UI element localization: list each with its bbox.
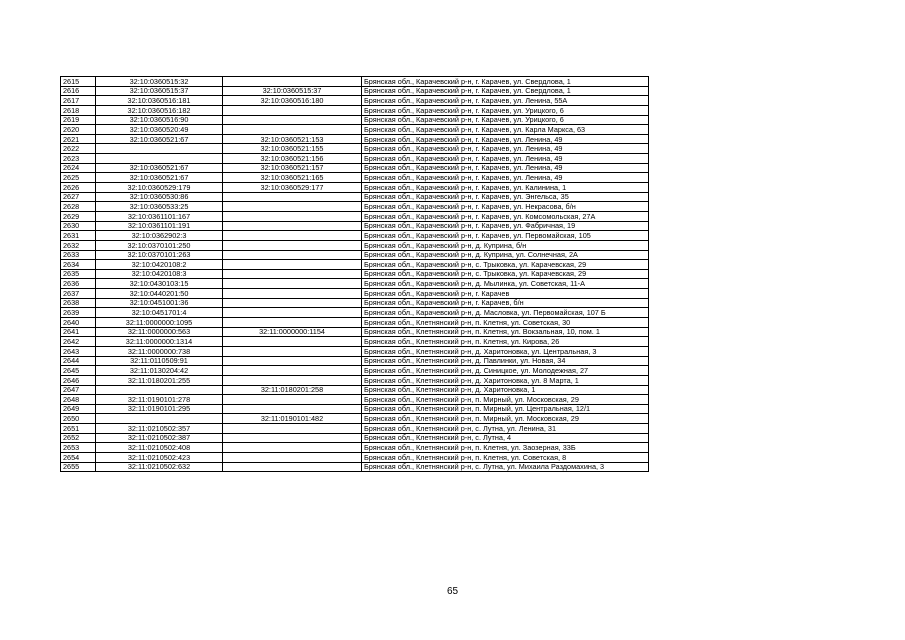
- row-number-cell: 2628: [61, 202, 96, 212]
- row-number-cell: 2652: [61, 433, 96, 443]
- related-cadastral-number-cell: [223, 452, 362, 462]
- related-cadastral-number-cell: [223, 125, 362, 135]
- address-cell: Брянская обл., Карачевский р-н, г. Карачев, ул. Ленина, 49: [362, 154, 649, 164]
- address-cell: Брянская обл., Карачевский р-н, г. Карачев, ул. Урицкого, 6: [362, 105, 649, 115]
- row-number-cell: 2649: [61, 404, 96, 414]
- table-row: [61, 96, 649, 106]
- related-cadastral-number-cell: [223, 115, 362, 125]
- cadastral-number-cell: 32:11:0110509:91: [96, 356, 223, 366]
- related-cadastral-number-cell: [223, 366, 362, 376]
- row-number-cell: 2618: [61, 105, 96, 115]
- row-number-cell: 2631: [61, 231, 96, 241]
- related-cadastral-number-cell: [223, 346, 362, 356]
- table-row: [61, 183, 649, 193]
- related-cadastral-number-cell: [223, 260, 362, 270]
- related-cadastral-number-cell: [223, 240, 362, 250]
- address-cell: Брянская обл., Клетнянский р-н, п. Мирный, ул. Московская, 29: [362, 395, 649, 405]
- related-cadastral-number-cell: [223, 231, 362, 241]
- row-number-cell: 2615: [61, 77, 96, 87]
- address-cell: Брянская обл., Клетнянский р-н, д. Павлинки, ул. Новая, 34: [362, 356, 649, 366]
- table-body: [61, 77, 649, 472]
- address-cell: Брянская обл., Клетнянский р-н, с. Лутна, ул. Михаила Раздомахина, 3: [362, 462, 649, 472]
- cadastral-number-cell: 32:10:0360515:32: [96, 77, 223, 87]
- cadastral-number-cell: 32:11:0210502:423: [96, 452, 223, 462]
- row-number-cell: 2648: [61, 395, 96, 405]
- related-cadastral-number-cell: 32:11:0190101:482: [223, 414, 362, 424]
- address-cell: Брянская обл., Карачевский р-н, г. Карачев, ул. Свердлова, 1: [362, 77, 649, 87]
- table-row: [61, 105, 649, 115]
- row-number-cell: 2651: [61, 424, 96, 434]
- row-number-cell: 2647: [61, 385, 96, 395]
- address-cell: Брянская обл., Карачевский р-н, д. Масловка, ул. Первомайская, 107 Б: [362, 308, 649, 318]
- row-number-cell: 2644: [61, 356, 96, 366]
- table-row: [61, 269, 649, 279]
- address-cell: Брянская обл., Карачевский р-н, г. Карачев, ул. Ленина, 49: [362, 163, 649, 173]
- cadastral-number-cell: 32:10:0451001:36: [96, 298, 223, 308]
- table-row: [61, 414, 649, 424]
- row-number-cell: 2630: [61, 221, 96, 231]
- row-number-cell: 2625: [61, 173, 96, 183]
- address-cell: Брянская обл., Карачевский р-н, г. Карачев, ул. Ленина, 55А: [362, 96, 649, 106]
- address-cell: Брянская обл., Карачевский р-н, г. Карачев, ул. Энгельса, 35: [362, 192, 649, 202]
- cadastral-number-cell: 32:10:0360521:67: [96, 173, 223, 183]
- address-cell: Брянская обл., Карачевский р-н, с. Трыковка, ул. Карачевская, 29: [362, 269, 649, 279]
- table-row: [61, 424, 649, 434]
- cadastral-number-cell: [96, 414, 223, 424]
- table-row: [61, 279, 649, 289]
- cadastral-number-cell: [96, 144, 223, 154]
- related-cadastral-number-cell: [223, 105, 362, 115]
- related-cadastral-number-cell: [223, 356, 362, 366]
- address-cell: Брянская обл., Карачевский р-н, г. Карачев, ул. Урицкого, 6: [362, 115, 649, 125]
- cadastral-number-cell: 32:10:0360516:181: [96, 96, 223, 106]
- row-number-cell: 2653: [61, 443, 96, 453]
- table-row: [61, 144, 649, 154]
- row-number-cell: 2632: [61, 240, 96, 250]
- address-cell: Брянская обл., Карачевский р-н, г. Карачев, ул. Ленина, 49: [362, 144, 649, 154]
- table-row: [61, 240, 649, 250]
- table-row: [61, 385, 649, 395]
- row-number-cell: 2645: [61, 366, 96, 376]
- cadastral-number-cell: 32:11:0190101:295: [96, 404, 223, 414]
- related-cadastral-number-cell: [223, 462, 362, 472]
- cadastral-number-cell: 32:10:0360530:86: [96, 192, 223, 202]
- address-cell: Брянская обл., Карачевский р-н, г. Карачев, ул. Ленина, 49: [362, 134, 649, 144]
- row-number-cell: 2641: [61, 327, 96, 337]
- cadastral-number-cell: 32:10:0360520:49: [96, 125, 223, 135]
- table-row: [61, 375, 649, 385]
- row-number-cell: 2635: [61, 269, 96, 279]
- cadastral-number-cell: 32:10:0360515:37: [96, 86, 223, 96]
- cadastral-number-cell: [96, 385, 223, 395]
- cadastral-number-cell: 32:10:0370101:263: [96, 250, 223, 260]
- related-cadastral-number-cell: [223, 202, 362, 212]
- address-cell: Брянская обл., Карачевский р-н, д. Куприна, ул. Солнечная, 2А: [362, 250, 649, 260]
- cadastral-number-cell: 32:11:0210502:387: [96, 433, 223, 443]
- table-row: [61, 327, 649, 337]
- row-number-cell: 2637: [61, 289, 96, 299]
- cadastral-number-cell: 32:11:0210502:632: [96, 462, 223, 472]
- table-row: [61, 298, 649, 308]
- address-cell: Брянская обл., Клетнянский р-н, п. Клетня, ул. Советская, 30: [362, 318, 649, 328]
- address-cell: Брянская обл., Карачевский р-н, д. Мылинка, ул. Советская, 11-А: [362, 279, 649, 289]
- table-row: [61, 395, 649, 405]
- address-cell: Брянская обл., Клетнянский р-н, п. Клетня, ул. Советская, 8: [362, 452, 649, 462]
- cadastral-number-cell: 32:10:0360521:67: [96, 134, 223, 144]
- cadastral-number-cell: 32:10:0361101:167: [96, 211, 223, 221]
- related-cadastral-number-cell: [223, 289, 362, 299]
- table-row: [61, 433, 649, 443]
- table-row: [61, 452, 649, 462]
- cadastral-number-cell: 32:10:0360521:67: [96, 163, 223, 173]
- related-cadastral-number-cell: [223, 433, 362, 443]
- table-row: [61, 202, 649, 212]
- related-cadastral-number-cell: [223, 443, 362, 453]
- related-cadastral-number-cell: 32:10:0360521:155: [223, 144, 362, 154]
- row-number-cell: 2622: [61, 144, 96, 154]
- table-row: [61, 77, 649, 87]
- cadastral-table: [60, 76, 649, 472]
- row-number-cell: 2655: [61, 462, 96, 472]
- table-row: [61, 443, 649, 453]
- related-cadastral-number-cell: [223, 250, 362, 260]
- address-cell: Брянская обл., Карачевский р-н, г. Карачев, ул. Некрасова, б/н: [362, 202, 649, 212]
- address-cell: Брянская обл., Клетнянский р-н, п. Мирный, ул. Центральная, 12/1: [362, 404, 649, 414]
- related-cadastral-number-cell: [223, 298, 362, 308]
- related-cadastral-number-cell: 32:11:0000000:1154: [223, 327, 362, 337]
- row-number-cell: 2650: [61, 414, 96, 424]
- row-number-cell: 2619: [61, 115, 96, 125]
- row-number-cell: 2638: [61, 298, 96, 308]
- row-number-cell: 2629: [61, 211, 96, 221]
- table-row: [61, 289, 649, 299]
- table-row: [61, 173, 649, 183]
- row-number-cell: 2640: [61, 318, 96, 328]
- address-cell: Брянская обл., Клетнянский р-н, д. Харитоновка, ул. 8 Марта, 1: [362, 375, 649, 385]
- cadastral-number-cell: 32:10:0362902:3: [96, 231, 223, 241]
- table-row: [61, 125, 649, 135]
- address-cell: Брянская обл., Карачевский р-н, г. Карачев: [362, 289, 649, 299]
- row-number-cell: 2627: [61, 192, 96, 202]
- address-cell: Брянская обл., Клетнянский р-н, д. Харитоновка, 1: [362, 385, 649, 395]
- row-number-cell: 2617: [61, 96, 96, 106]
- cadastral-number-cell: 32:10:0451701:4: [96, 308, 223, 318]
- table-row: [61, 231, 649, 241]
- table-row: [61, 250, 649, 260]
- cadastral-number-cell: 32:11:0180201:255: [96, 375, 223, 385]
- table-row: [61, 356, 649, 366]
- row-number-cell: 2636: [61, 279, 96, 289]
- address-cell: Брянская обл., Клетнянский р-н, с. Лутна, 4: [362, 433, 649, 443]
- related-cadastral-number-cell: [223, 395, 362, 405]
- row-number-cell: 2639: [61, 308, 96, 318]
- cadastral-number-cell: 32:10:0430103:15: [96, 279, 223, 289]
- cadastral-number-cell: 32:10:0360516:182: [96, 105, 223, 115]
- row-number-cell: 2626: [61, 183, 96, 193]
- related-cadastral-number-cell: 32:10:0360521:165: [223, 173, 362, 183]
- table-row: [61, 318, 649, 328]
- address-cell: Брянская обл., Карачевский р-н, г. Карачев, ул. Фабричная, 19: [362, 221, 649, 231]
- row-number-cell: 2642: [61, 337, 96, 347]
- related-cadastral-number-cell: [223, 269, 362, 279]
- related-cadastral-number-cell: [223, 192, 362, 202]
- table-row: [61, 221, 649, 231]
- cadastral-number-cell: 32:10:0420108:3: [96, 269, 223, 279]
- table-row: [61, 86, 649, 96]
- cadastral-number-cell: 32:11:0210502:357: [96, 424, 223, 434]
- address-cell: Брянская обл., Клетнянский р-н, д. Синицкое, ул. Молодежная, 27: [362, 366, 649, 376]
- cadastral-number-cell: 32:10:0360516:90: [96, 115, 223, 125]
- table-row: [61, 192, 649, 202]
- cadastral-number-cell: 32:11:0000000:1095: [96, 318, 223, 328]
- cadastral-number-cell: 32:10:0440201:50: [96, 289, 223, 299]
- cadastral-number-cell: 32:11:0210502:408: [96, 443, 223, 453]
- related-cadastral-number-cell: 32:10:0360516:180: [223, 96, 362, 106]
- address-cell: Брянская обл., Клетнянский р-н, д. Харитоновка, ул. Центральная, 3: [362, 346, 649, 356]
- row-number-cell: 2620: [61, 125, 96, 135]
- table-row: [61, 462, 649, 472]
- address-cell: Брянская обл., Клетнянский р-н, п. Мирный, ул. Московская, 29: [362, 414, 649, 424]
- related-cadastral-number-cell: 32:10:0360521:153: [223, 134, 362, 144]
- related-cadastral-number-cell: [223, 337, 362, 347]
- related-cadastral-number-cell: [223, 375, 362, 385]
- address-cell: Брянская обл., Карачевский р-н, г. Карачев, ул. Комсомольская, 27А: [362, 211, 649, 221]
- related-cadastral-number-cell: 32:10:0360521:156: [223, 154, 362, 164]
- row-number-cell: 2624: [61, 163, 96, 173]
- cadastral-number-cell: 32:11:0000000:738: [96, 346, 223, 356]
- related-cadastral-number-cell: 32:11:0180201:258: [223, 385, 362, 395]
- cadastral-number-cell: 32:11:0130204:42: [96, 366, 223, 376]
- cadastral-number-cell: 32:11:0190101:278: [96, 395, 223, 405]
- address-cell: Брянская обл., Карачевский р-н, г. Карачев, ул. Карла Маркса, 63: [362, 125, 649, 135]
- page-number: 65: [446, 586, 459, 597]
- row-number-cell: 2623: [61, 154, 96, 164]
- related-cadastral-number-cell: [223, 279, 362, 289]
- cadastral-number-cell: 32:10:0360529:179: [96, 183, 223, 193]
- table-row: [61, 337, 649, 347]
- address-cell: Брянская обл., Карачевский р-н, г. Карачев, ул. Ленина, 49: [362, 173, 649, 183]
- row-number-cell: 2633: [61, 250, 96, 260]
- address-cell: Брянская обл., Клетнянский р-н, п. Клетня, ул. Вокзальная, 10, пом. 1: [362, 327, 649, 337]
- row-number-cell: 2654: [61, 452, 96, 462]
- cadastral-number-cell: 32:11:0000000:563: [96, 327, 223, 337]
- table-row: [61, 163, 649, 173]
- related-cadastral-number-cell: [223, 308, 362, 318]
- address-cell: Брянская обл., Клетнянский р-н, п. Клетня, ул. Заозерная, 33Б: [362, 443, 649, 453]
- table-row: [61, 346, 649, 356]
- cadastral-number-cell: 32:11:0000000:1314: [96, 337, 223, 347]
- table-row: [61, 404, 649, 414]
- table-row: [61, 211, 649, 221]
- address-cell: Брянская обл., Карачевский р-н, г. Карачев, ул. Калинина, 1: [362, 183, 649, 193]
- address-cell: Брянская обл., Клетнянский р-н, с. Лутна, ул. Ленина, 31: [362, 424, 649, 434]
- row-number-cell: 2643: [61, 346, 96, 356]
- address-cell: Брянская обл., Карачевский р-н, г. Карачев, ул. Свердлова, 1: [362, 86, 649, 96]
- table-row: [61, 115, 649, 125]
- row-number-cell: 2621: [61, 134, 96, 144]
- row-number-cell: 2634: [61, 260, 96, 270]
- address-cell: Брянская обл., Клетнянский р-н, п. Клетня, ул. Кирова, 26: [362, 337, 649, 347]
- related-cadastral-number-cell: [223, 221, 362, 231]
- row-number-cell: 2616: [61, 86, 96, 96]
- related-cadastral-number-cell: [223, 318, 362, 328]
- cadastral-number-cell: [96, 154, 223, 164]
- cadastral-number-cell: 32:10:0420108:2: [96, 260, 223, 270]
- table-row: [61, 154, 649, 164]
- table-row: [61, 134, 649, 144]
- related-cadastral-number-cell: [223, 424, 362, 434]
- related-cadastral-number-cell: 32:10:0360515:37: [223, 86, 362, 96]
- related-cadastral-number-cell: 32:10:0360529:177: [223, 183, 362, 193]
- address-cell: Брянская обл., Карачевский р-н, д. Куприна, б/н: [362, 240, 649, 250]
- cadastral-number-cell: 32:10:0370101:250: [96, 240, 223, 250]
- related-cadastral-number-cell: [223, 211, 362, 221]
- row-number-cell: 2646: [61, 375, 96, 385]
- table-row: [61, 308, 649, 318]
- address-cell: Брянская обл., Карачевский р-н, г. Карачев, ул. Первомайская, 105: [362, 231, 649, 241]
- related-cadastral-number-cell: [223, 404, 362, 414]
- table-row: [61, 366, 649, 376]
- table-row: [61, 260, 649, 270]
- related-cadastral-number-cell: 32:10:0360521:157: [223, 163, 362, 173]
- address-cell: Брянская обл., Карачевский р-н, г. Карачев, б/н: [362, 298, 649, 308]
- cadastral-number-cell: 32:10:0360533:25: [96, 202, 223, 212]
- cadastral-number-cell: 32:10:0361101:191: [96, 221, 223, 231]
- related-cadastral-number-cell: [223, 77, 362, 87]
- address-cell: Брянская обл., Карачевский р-н, с. Трыковка, ул. Карачевская, 29: [362, 260, 649, 270]
